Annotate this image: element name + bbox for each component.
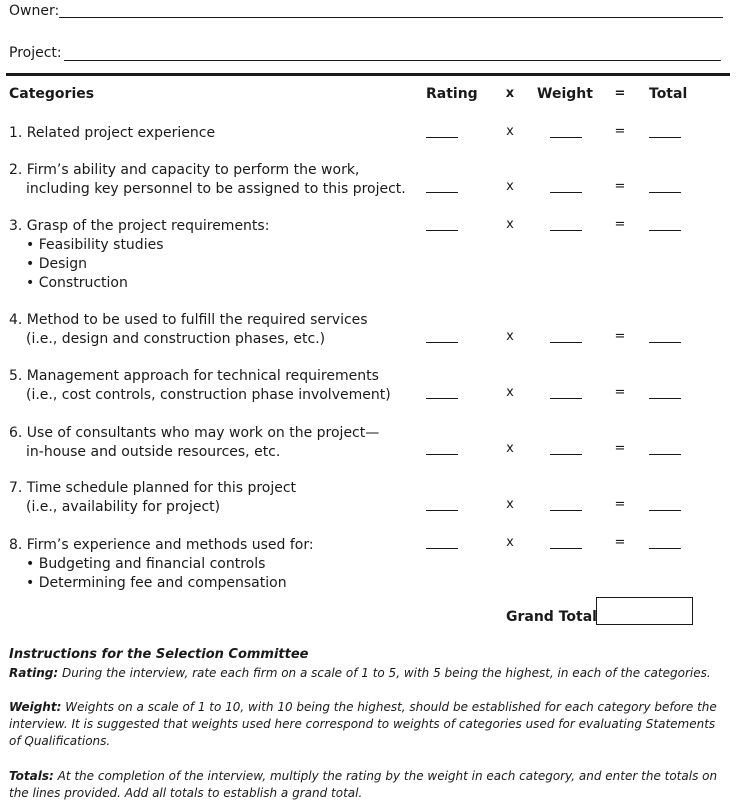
category-detail: • Construction: [26, 275, 128, 291]
rating-blank[interactable]: [426, 342, 458, 343]
total-blank[interactable]: [649, 454, 681, 455]
weight-blank[interactable]: [550, 192, 582, 193]
rating-blank[interactable]: [426, 510, 458, 511]
category-title: 4. Method to be used to fulfill the required services: [9, 312, 368, 328]
weight-blank[interactable]: [550, 137, 582, 138]
header-weight: Weight: [537, 86, 593, 102]
times-sign: x: [506, 535, 514, 550]
instructions-totals: [9, 768, 725, 802]
header-equals: =: [614, 86, 626, 101]
weight-blank[interactable]: [550, 230, 582, 231]
rating-blank[interactable]: [426, 137, 458, 138]
times-sign: x: [506, 179, 514, 194]
category-6: [9, 424, 379, 462]
header-rating: Rating: [426, 86, 478, 102]
category-detail: • Feasibility studies: [26, 237, 164, 253]
category-title: 1. Related project experience: [9, 125, 216, 141]
category-title: 7. Time schedule planned for this project: [9, 480, 297, 496]
header-categories: Categories: [9, 86, 95, 102]
weight-blank[interactable]: [550, 510, 582, 511]
project-label: Project:: [9, 45, 62, 61]
category-1: [9, 124, 215, 143]
times-sign: x: [506, 441, 514, 456]
equals-sign: =: [614, 385, 626, 400]
category-detail: (i.e., availability for project): [26, 499, 221, 515]
totals-keyword: Totals:: [9, 769, 54, 783]
times-sign: x: [506, 217, 514, 232]
times-sign: x: [506, 329, 514, 344]
header-times: x: [505, 86, 515, 101]
category-3: [9, 217, 269, 293]
total-blank[interactable]: [649, 510, 681, 511]
category-2: [9, 161, 406, 199]
rating-blank[interactable]: [426, 454, 458, 455]
grand-total-box[interactable]: [596, 597, 693, 625]
category-title: 8. Firm’s experience and methods used for:: [9, 537, 314, 553]
grand-total-label: Grand Total: [506, 609, 597, 625]
category-detail: • Budgeting and financial controls: [26, 556, 266, 572]
rating-blank[interactable]: [426, 230, 458, 231]
equals-sign: =: [614, 124, 626, 139]
weight-blank[interactable]: [550, 398, 582, 399]
category-title: 2. Firm’s ability and capacity to perform the work,: [9, 162, 360, 178]
category-detail: • Determining fee and compensation: [26, 575, 287, 591]
times-sign: x: [506, 124, 514, 139]
total-blank[interactable]: [649, 137, 681, 138]
category-detail: • Design: [26, 256, 88, 272]
category-detail: in-house and outside resources, etc.: [26, 444, 281, 460]
equals-sign: =: [614, 329, 626, 344]
total-blank[interactable]: [649, 230, 681, 231]
rating-blank[interactable]: [426, 398, 458, 399]
weight-blank[interactable]: [550, 342, 582, 343]
category-4: [9, 311, 368, 349]
times-sign: x: [506, 497, 514, 512]
rating-blank[interactable]: [426, 548, 458, 549]
equals-sign: =: [614, 497, 626, 512]
header-divider: [6, 73, 730, 76]
category-detail: (i.e., design and construction phases, etc.): [26, 331, 326, 347]
weight-keyword: Weight:: [9, 700, 62, 714]
category-detail: (i.e., cost controls, construction phase involvement): [26, 387, 391, 403]
owner-label: Owner:: [9, 3, 60, 19]
category-title: 5. Management approach for technical requirements: [9, 368, 379, 384]
category-8: [9, 536, 314, 593]
rating-text: During the interview, rate each firm on a scale of 1 to 5, with 5 being the highest, in each of the categories.: [61, 666, 711, 680]
equals-sign: =: [614, 441, 626, 456]
category-title: 3. Grasp of the project requirements:: [9, 218, 270, 234]
instructions-title: Instructions for the Selection Committee: [9, 647, 309, 662]
equals-sign: =: [614, 535, 626, 550]
instructions-weight: [9, 699, 725, 750]
totals-text: At the completion of the interview, multiply the rating by the weight in each category, and enter the totals on the lines provided. Add all totals to establish a grand total.: [9, 769, 718, 800]
total-blank[interactable]: [649, 398, 681, 399]
equals-sign: =: [614, 217, 626, 232]
category-detail: including key personnel to be assigned to this project.: [26, 181, 406, 197]
weight-blank[interactable]: [550, 454, 582, 455]
total-blank[interactable]: [649, 548, 681, 549]
weight-blank[interactable]: [550, 548, 582, 549]
equals-sign: =: [614, 179, 626, 194]
category-7: [9, 479, 296, 517]
category-title: 6. Use of consultants who may work on the project—: [9, 425, 380, 441]
rating-blank[interactable]: [426, 192, 458, 193]
rating-keyword: Rating:: [9, 666, 59, 680]
weight-text: Weights on a scale of 1 to 10, with 10 being the highest, should be established for each category before the interview. It is suggested that weights used here correspond to weights of categories used for evaluating Statements of Qualifications.: [9, 700, 717, 748]
total-blank[interactable]: [649, 192, 681, 193]
owner-input-line[interactable]: [59, 17, 723, 18]
times-sign: x: [506, 385, 514, 400]
total-blank[interactable]: [649, 342, 681, 343]
instructions-rating: [9, 665, 725, 682]
header-total: Total: [649, 86, 688, 102]
category-5: [9, 367, 391, 405]
project-input-line[interactable]: [64, 60, 721, 61]
